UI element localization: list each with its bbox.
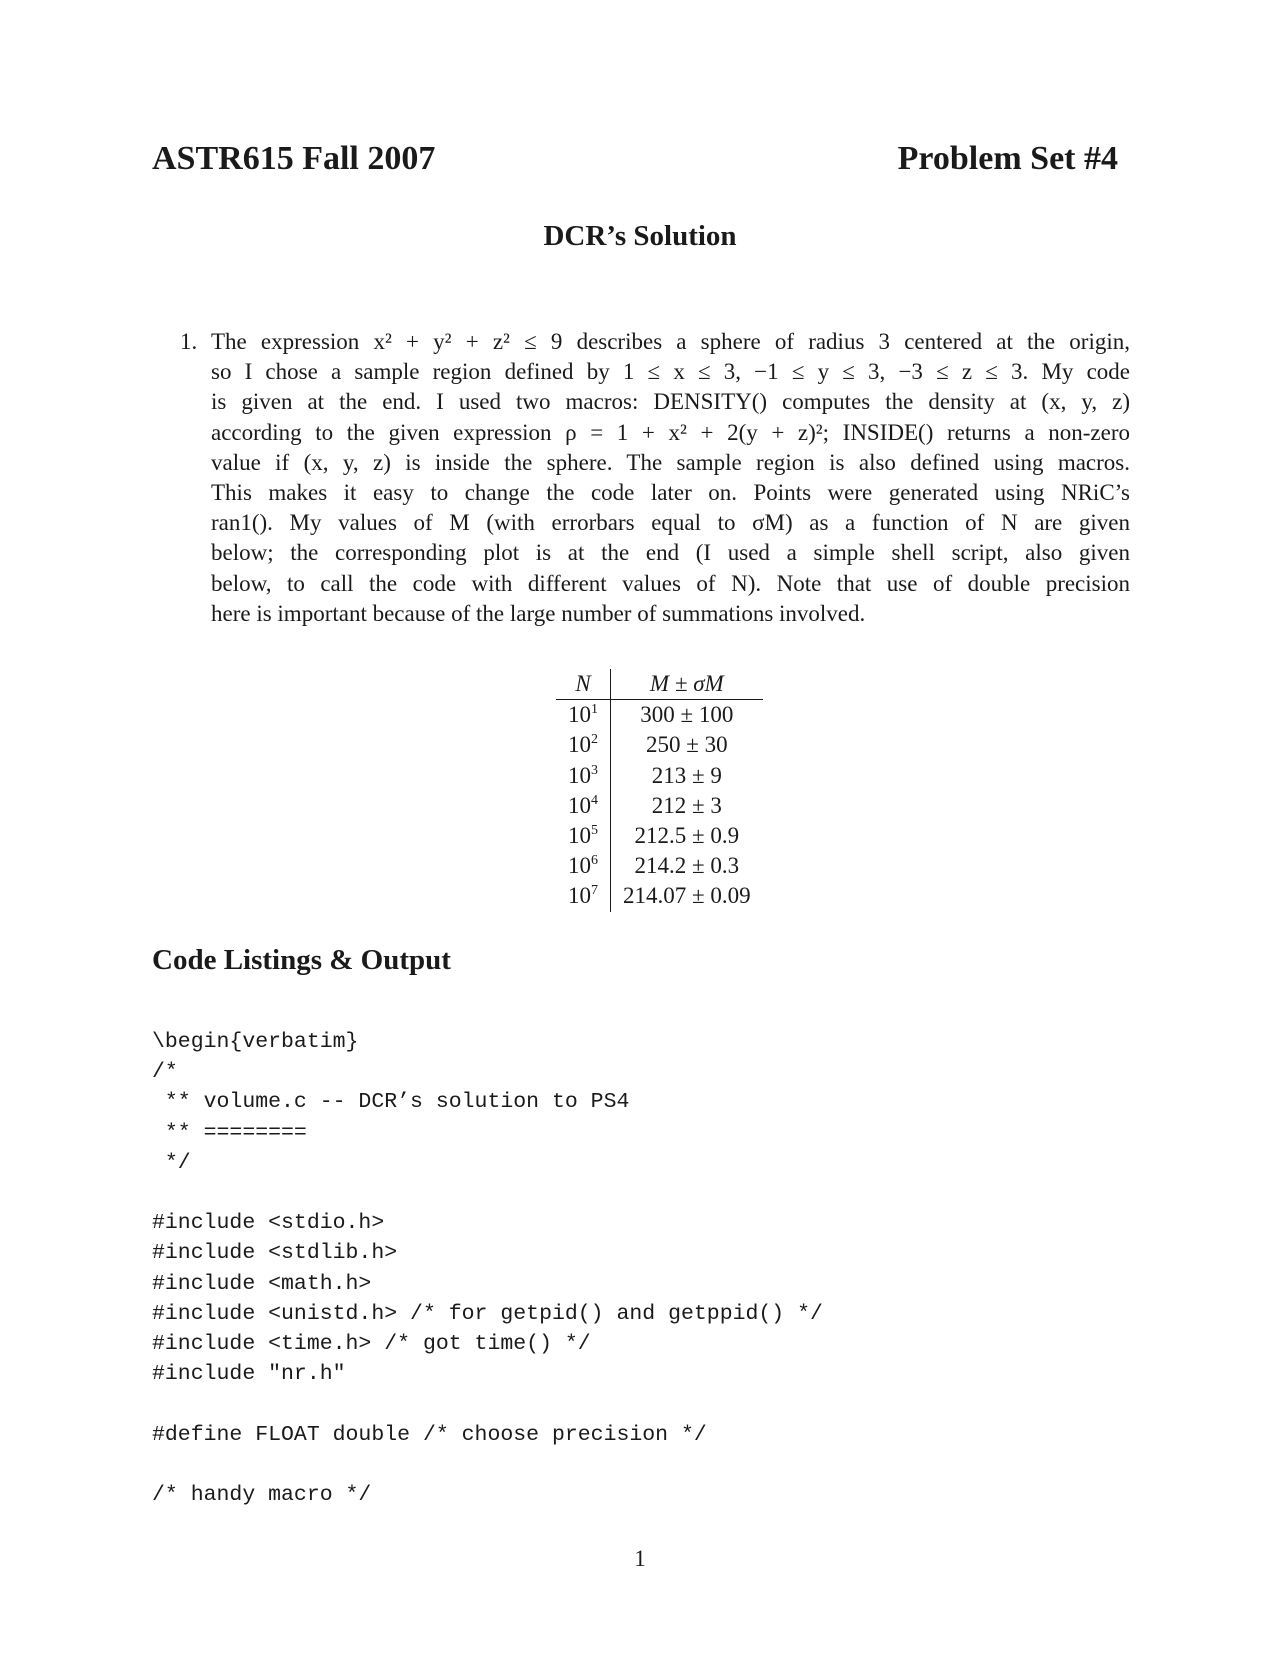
code-line: #include <stdlib.h>: [152, 1241, 398, 1266]
table-row: [556, 821, 763, 851]
code-line: [152, 1389, 823, 1419]
table-row: [556, 851, 763, 881]
table-row: [556, 700, 763, 731]
n-cell: $10^7$: [556, 881, 611, 911]
problem-line: is given at the end. I used two macros: DENSITY() computes the density at (x, y, z): [211, 389, 1130, 415]
section-heading: Code Listings & Output: [152, 944, 451, 976]
code-line: \begin{verbatim}: [152, 1030, 359, 1054]
n-cell: $10^3$: [556, 761, 611, 791]
n-cell: $10^2$: [556, 730, 611, 760]
course-title: ASTR615 Fall 2007: [152, 140, 436, 177]
solution-subtitle: DCR’s Solution: [543, 220, 737, 252]
code-line: #include <stdio.h>: [152, 1211, 385, 1236]
column-header-m: M ± σM: [611, 669, 763, 700]
m-cell: 213 ± 9: [651, 762, 722, 788]
code-line: ** ========: [152, 1120, 307, 1145]
code-line: /*: [152, 1060, 178, 1085]
problem-line: below, to call the code with different values of N). Note that use of double precision: [211, 570, 1130, 596]
table-row: [556, 881, 763, 911]
code-line: [152, 1450, 823, 1480]
problem-text: [211, 327, 1130, 629]
n-cell: $10^4$: [556, 791, 611, 821]
results-table: [556, 669, 763, 912]
problem-line: so I chose a sample region defined by 1 ≤ x ≤ 3, −1 ≤ y ≤ 3, −3 ≤ z ≤ 3. My code: [211, 359, 1130, 385]
m-cell: 300 ± 100: [640, 702, 734, 728]
table-header-row: [556, 669, 763, 700]
problem-line: The expression x² + y² + z² ≤ 9 describes a sphere of radius 3 centered at the origin,: [211, 329, 1130, 354]
n-cell: $10^5$: [556, 821, 611, 851]
m-cell: 212.5 ± 0.9: [634, 823, 740, 849]
problem-line: This makes it easy to change the code later on. Points were generated using NRiC’s: [211, 480, 1130, 506]
n-cell: $10^1$: [556, 700, 611, 731]
code-line: [152, 1178, 823, 1208]
problem-line: value if (x, y, z) is inside the sphere. The sample region is also defined using macros.: [211, 449, 1130, 475]
code-line: #include <unistd.h> /* for getpid() and getppid() */: [152, 1301, 823, 1326]
problem-line: below; the corresponding plot is at the end (I used a simple shell script, also given: [211, 540, 1130, 566]
code-line: #include <time.h> /* got time() */: [152, 1332, 591, 1357]
m-cell: 212 ± 3: [651, 792, 722, 818]
m-cell: 250 ± 30: [646, 732, 728, 758]
code-line: */: [152, 1150, 191, 1175]
n-cell: $10^6$: [556, 851, 611, 881]
table-row: [556, 761, 763, 791]
page-number: 1: [634, 1546, 646, 1571]
code-line: #include <math.h>: [152, 1271, 372, 1296]
problem-number: 1.: [180, 329, 198, 354]
problem-set-title: Problem Set #4: [897, 140, 1118, 177]
m-cell: 214.07 ± 0.09: [623, 883, 751, 909]
problem-line: here is important because of the large number of summations involved.: [211, 600, 866, 626]
code-line: /* handy macro */: [152, 1483, 372, 1507]
code-line: #define FLOAT double /* choose precision */: [152, 1422, 707, 1447]
code-line: ** volume.c -- DCR’s solution to PS4: [152, 1090, 630, 1115]
m-cell: 214.2 ± 0.3: [634, 853, 740, 879]
problem-line: according to the given expression ρ = 1 + x² + 2(y + z)²; INSIDE() returns a non-zero: [211, 419, 1130, 445]
table-row: [556, 730, 763, 760]
code-line: #include "nr.h": [152, 1362, 346, 1387]
column-header-n: N: [556, 669, 611, 700]
table-row: [556, 791, 763, 821]
problem-line: ran1(). My values of M (with errorbars equal to σM) as a function of N are given: [211, 510, 1130, 536]
code-listing: [152, 1027, 823, 1510]
problem-1: [180, 327, 1130, 629]
